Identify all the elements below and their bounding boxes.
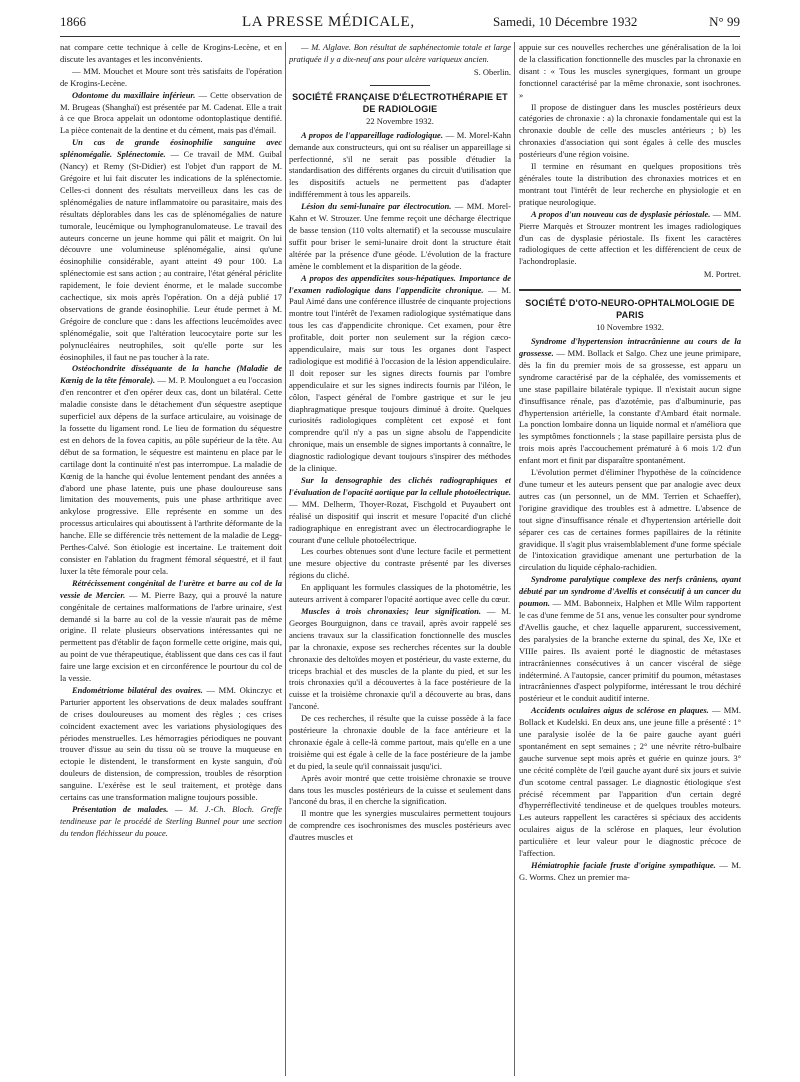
article: [60, 363, 282, 577]
article-title: Présentation de malades.: [72, 804, 169, 814]
column-divider-2: [514, 42, 515, 1076]
article-title: Rétrécissement congénital de l'urètre et barre au col de la vessie de Mercier.: [60, 577, 282, 600]
header-rule: [60, 36, 740, 37]
paragraph: appuie sur ces nouvelles recherches une généralisation de la loi de la classification fonctionnelle des muscles par la chronaxie en disant : « Tous les muscles synergiques, formant un groupe fonctionnel caractérisé par la même chronaxie, sont isochrones. »: [519, 42, 741, 100]
section-title: SOCIÉTÉ FRANÇAISE D'ÉLECTROTHÉRAPIE ET DE RADIOLOGIE: [292, 91, 508, 114]
article: [519, 336, 741, 467]
article: [60, 137, 282, 363]
paragraph: Il termine en résumant en quelques propositions très générales toute la distribution des chronaxies motrices et en montrant tout l'intérêt de leur recherche en physiologie et en pratique neurologique.: [519, 161, 741, 207]
article-body: — M. Georges Bourguignon, dans ce travail, après avoir rappelé ses anciens travaux sur la classification fonctionnelle des muscles par la chronaxie, expose ses recherches récentes sur la double chronaxie des deltoïdes moyen et postérieur, du vaste externe, du triceps brachial et des muscles de la plante du pied, et sur les trois chronaxies qu'il a découvertes à la face postérieure de la cuisse et la troisième chronaxie qu'il a découverte au bras, dans l'anconé.: [289, 605, 511, 712]
page-header: [60, 12, 740, 34]
issue-number: N° 99: [709, 14, 740, 29]
section-title: SOCIÉTÉ D'OTO-NEURO-OPHTALMOLOGIE DE PARIS: [525, 298, 735, 321]
article: [60, 685, 282, 804]
article-title: Odontome du maxillaire inférieur.: [72, 89, 196, 100]
column-2: [289, 42, 511, 1076]
article: [519, 860, 741, 884]
paragraph: Il montre que les synergies musculaires permettent toujours de comprendre ces isochronismes des muscles postérieurs avec d'autres muscles et: [289, 808, 511, 843]
column-3: [519, 42, 741, 1076]
section-rule: [370, 85, 430, 86]
article-body: — Ce travail de MM. Guibal (Nancy) et Remy (St-Didier) est l'objet d'un rapport de M. Grégoire et lui fait discuter les indications de la splénectomie. Celles-ci donnent des résultats merveilleux dans les cas de splénomégalies de nature inflammatoire ou parasitaire, mais des résultats déplorables dans les cas de splénomégalies de nature tumorale, leucémique ou lymphogranulomateuse. Le travail des auteurs concerne un jeune homme qui pâlit et maigrit. On lui découvre une volumineuse splénomégalie, ainsi qu'une éosinophilie considérable, ayant atteint 49 pour 100. La splénectomie est sans action ; au contraire, l'état général périclite rapidement, le foie devient énorme, et le malade succombe cachectique, six mois après l'opération. On a déjà publié 17 observations de grande éosinophilie. Leur étude permet à M. Grégoire de conclure que : dans les affections leucémoïdes avec splénomégalie, soit que l'altération leucocytaire porte sur les polynucléaires neutrophiles, soit qu'elle porte sur les éosinophiles, il faut ne pas toucher à la rate.: [60, 149, 282, 362]
section-date: 10 Novembre 1932.: [596, 322, 664, 333]
article: [519, 574, 741, 705]
article-body: — MM. Pierre Marquès et Strouzer montrent les images radiologiques d'un cas de dysplasie périostale. Ils fixent les caractères radiologiques de cette affection et les différencient de ceux de l'achondroplasie.: [519, 208, 741, 267]
paragraph: Après avoir montré que cette troisième chronaxie se trouve dans tous les muscles postérieurs de la cuisse et seulement dans l'anconé du bras, il en cherche la signification.: [289, 772, 511, 807]
article: [289, 606, 511, 713]
article-title: Syndrome d'hypertension intracrânienne au cours de la grossesse.: [519, 336, 741, 359]
paragraph: Les courbes obtenues sont d'une lecture facile et permettent une mesure objective du contraste présenté par les diverses régions du cliché.: [289, 546, 511, 581]
article-body: — MM. Morel-Kahn et W. Strouzer. Une femme reçoit une décharge électrique de basse tension (110 volts alternatif) et la secousse musculaire suffit pour briser le semi-lunaire droit dont la structure était altérée par la présence d'une géode. L'évolution de la fracture amène le comblement et la disparition de la géode.: [289, 201, 511, 271]
article-body: — M. Morel-Kahn demande aux constructeurs, qui ont su réaliser un appareillage si perfectionné, s'il ne serait pas possible d'étudier la standardisation des différents organes du circuit d'utilisation que les dispositifs actuels ne permettent pas d'adapter indifféremment à tous les appareils.: [289, 129, 511, 200]
article-body: — MM. Delherm, Thoyer-Rozat, Fischgold et Puyaubert ont réalisé un dispositif qui inscrit et mesure l'opacité d'un cliché radiographique en enregistrant avec un électrocardiographe le courant d'une cellule photoélectrique.: [289, 498, 511, 545]
article-title: Lésion du semi-lunaire par électrocution.: [301, 201, 452, 212]
article-body: — M. Paul Aimé dans une conférence illustrée de cinquante projections montre tout l'intérêt de l'examen radiologique systématique dans tous les cas d'appendicite chronique. Cet examen, pour être profitable, doit porter non seulement sur la région cæco-appendiculaire, mais sur tous les organes dont l'aspect radiologique est modifié à l'occasion de la lésion appendiculaire. Il doit reposer sur les signes directs fournis par l'ombre appendiculaire et sur les signes indirects fournis par l'iléon, le côlon, l'aspect général de l'ombre gastrique et sur le jeu diaphragmatique presque toujours diminué à droite. Quelques curiosités radiologiques complètent cet exposé et font comprendre qu'il n'y a pas un signe absolu de l'appendicite chronique, mais un ensemble de signes importants à connaître, le diagnostic radiologique devant toujours s'inspirer des méthodes de la clinique.: [289, 284, 511, 474]
column-1: [60, 42, 282, 1076]
article-title: Accidents oculaires aigus de sclérose en plaques.: [531, 705, 709, 716]
article-title: Muscles à trois chronaxies; leur signification.: [301, 605, 481, 616]
article-title: Ostéochondrite disséquante de la hanche (Maladie de Kœnig de la tête fémorale).: [60, 363, 282, 386]
article-body: — MM. Bollack et Kudelski. En deux ans, une jeune fille a présenté : 1° une paralysie isolée de la 6e paire gauche ayant guéri spontanément en sept semaines ; 2° une névrite rétro-bulbaire gauche survenue sept mois après et guérie en quinze jours. 3° une cécité complète de l'œil gauche ayant duré six jours et suivie d'un scotome central passager. Le diagnostic étiologique s'est précisé récemment par l'apparition d'un certain degré d'hyperréflectivité tendineuse et de quelques troubles moteurs. Les auteurs rappellent les caractères si spéciaux des accidents oculaires aigus de la sclérose en plaques, leur évolution particulière et leur valeur pour le diagnostic précoce de l'affection.: [519, 705, 741, 859]
column-divider-1: [285, 42, 286, 1076]
author-signature: S. Oberlin.: [473, 66, 511, 77]
article: [60, 578, 282, 685]
article: [519, 705, 741, 860]
section-heading: [519, 297, 741, 333]
article-body: — MM. Babonneix, Halphen et Mlle Wilm rapportent le cas d'une femme de 51 ans, venue les consulter pour syndrome d'Avellis gauche, et chez laquelle apparurent, successivement, des paralysies de la branche externe du spinal, des Xe, IXe et VIIIe paires. Ils avaient porté le diagnostic de métastases intracrâniennes consécutives à un cancer viscéral de siège indéterminé. A l'autopsie, cancer primitif du poumon, métastases intracrâniennes d'aspect polypiforme, intéressant le trou déchiré postérieur et le conduit auditif interne.: [519, 598, 741, 704]
author-signature: M. Portret.: [703, 269, 741, 280]
paragraph: L'évolution permet d'éliminer l'hypothèse de la coïncidence d'une tumeur et les auteurs pensent que par analogie avec deux autres cas (un personnel, un de MM. Terrien et Schaeffer), l'origine gravidique des troubles est à admettre. L'absence de tout signe d'insuffisance rénale et d'hypertension artérielle doit séparer ces cas de certaines formes papillaires de la rétinite gravidique. Il s'agit plus vraisemblablement d'une forme spéciale de l'intoxication gravidique amenant une perturbation de la circulation du liquide céphalo-rachidien.: [519, 467, 741, 573]
article: [289, 201, 511, 272]
article-body: — Cette observation de M. Brugeas (Shanghaï) est présentée par M. Cadenat. Elle a trait à ce que Broca appelait un odontome odontoplastique dentifié. La pièce contenait de la dentine et du cément, mais pas d'émail.: [60, 89, 282, 136]
article-body: — M. J.-Ch. Bloch. Greffe tendineuse par le procédé de Sterling Bunnel pour une section du tendon fléchisseur du pouce.: [60, 804, 282, 838]
paragraph: nat compare cette technique à celle de Krogins-Lecène, et en discute les avantages et les inconvénients.: [60, 42, 282, 64]
journal-title: LA PRESSE MÉDICALE,: [242, 14, 415, 30]
article-title: A propos d'un nouveau cas de dysplasie périostale.: [531, 208, 711, 219]
article-title: Syndrome paralytique complexe des nerfs crâniens, ayant débuté par un syndrome d'Avellis et consécutif à un cancer du poumon.: [519, 574, 741, 609]
section-rule: [519, 289, 741, 291]
article-title: Endométriome bilatéral des ovaires.: [72, 684, 203, 695]
article: [60, 804, 282, 840]
article: [289, 130, 511, 201]
article-body: — MM. Okinczyc et Parturier apportent les observations de deux malades souffrant de crises douloureuses au moment des règles ; ces crises coïncident exactement avec les variations physiologiques des périodes menstruelles. Les hémorragies périodiques ne pouvant trouver d'issue au sein du tissu où se trouve la muqueuse en ectopie le distendent, le transforment en kyste sanguin, d'où douleurs de distension, de compression, troubles de résorption sanguine. L'exérèse est le seul traitement, et protège dans certains cas une transformation maligne toujours possible.: [60, 684, 282, 803]
section-heading: [289, 85, 511, 127]
issue-date: Samedi, 10 Décembre 1932: [493, 14, 638, 29]
paragraph: De ces recherches, il résulte que la cuisse possède à la face postérieure la chronaxie double de la face antérieure et la chronaxie égale à celle-là comme partout, mais qu'elle en a une troisième qui est égale à celle de la face postérieure de la jambe et du pied, la seule qu'il connaissait jusqu'ici.: [289, 713, 511, 771]
section-date: 22 Novembre 1932.: [366, 115, 434, 126]
page-number: 1866: [60, 14, 86, 29]
article: [289, 475, 511, 546]
article: [60, 90, 282, 138]
article-body: — M. Pierre Bazy, qui a prouvé la nature congénitale de certaines malformations de l'arbre urinaire, s'est demandé si la barre au col de la vessie n'aurait pas de même origine. Il relate plusieurs observations intéressantes qui ne permettent pas d'établir de façon formelle cette origine, mais qui, au point de vue thérapeutique, établissent que dans ces cas il faut faire une large excision et en circonférence le pourtour du col de la vessie.: [60, 589, 282, 684]
paragraph: Il propose de distinguer dans les muscles postérieurs deux catégories de chronaxie : a) la chronaxie fondamentale qui est la chronaxie double de celle des muscles antérieurs ; b) les chronaxies d'association qui sont égales à celle des muscles postérieurs d'une région voisine.: [519, 101, 741, 160]
paragraph: — M. Alglave. Bon résultat de saphénectomie totale et large pratiquée il y a dix-neuf ans pour ulcère variqueux ancien.: [289, 42, 511, 64]
article-title: Sur la densographie des clichés radiographiques et l'évaluation de l'opacité aortique par la cellule photoélectrique.: [289, 475, 511, 497]
article-title: A propos de l'appareillage radiologique.: [301, 129, 443, 140]
article-title: A propos des appendicites sous-hépatiques. Importance de l'examen radiologique dans l'appendicite chronique.: [289, 272, 511, 295]
article-body: — M. P. Moulonguet a eu l'occasion d'en rencontrer et d'en opérer deux cas, dont un bilatéral. Cette maladie consiste dans le détachement d'un séquestre aseptique superficiel aux dépens de la surface articulaire, au voisinage de la fossette du ligament rond. Le lieu de formation du séquestre est en dehors de la fovea capitis, au pôle supérieur de la tête. Au début de sa formation, le séquestre est maintenu en place par le cartilage dont la continuité n'est pas interrompue. La maladie de Kœnig de la hanche qui évolue lentement pendant des années a d'abord une phase latente, puis une phase douloureuse sans limitation des mouvements, puis une phase arthritique avec ankylose progressive. Elle représente en somme un des processus articulaires qui aboutissent à l'arthrite déformante de la hanche. Elle se différencie très nettement de la maladie de Legg-Perthes-Calvé. Son étiologie est incertaine. Le traitement doit consister en l'ablation du fragment fémoral séquestré, et il faut luxer la tête fémorale pour cela.: [60, 375, 282, 576]
article-body: — MM. Bollack et Salgo. Chez une jeune primipare, dès la fin du premier mois de sa grossesse, est apparu un syndrome caractérisé par de la céphalée, des vomissements et une stase papillaire bilatérale typique. Il n'existait aucun signe d'insuffisance rénale, pas d'azotémie, pas d'albuminurie, pas d'hypertension artérielle, la constante d'Ambard était normale. La ponction lombaire donna un liquide normal et n'améliora que les symptômes fonctionnels ; la stase papillaire persista plus de trois mois après l'accouchement prématuré à 6 mois 1/2 d'un enfant mort et finit par disparaître spontanément.: [519, 348, 741, 466]
article-title: Un cas de grande éosinophilie sanguine avec splénomégalie. Splénectomie.: [60, 137, 282, 160]
paragraph: — MM. Mouchet et Moure sont très satisfaits de l'opération de Krogins-Lecène.: [60, 65, 282, 88]
article: [519, 209, 741, 269]
article: [289, 273, 511, 475]
article-body: — M. G. Worms. Chez un premier ma-: [519, 860, 741, 882]
article-title: Hémiatrophie faciale fruste d'origine sympathique.: [531, 860, 716, 870]
paragraph: En appliquant les formules classiques de la photométrie, les auteurs arrivent à comparer l'opacité aortique avec celle du cœur.: [289, 582, 511, 605]
